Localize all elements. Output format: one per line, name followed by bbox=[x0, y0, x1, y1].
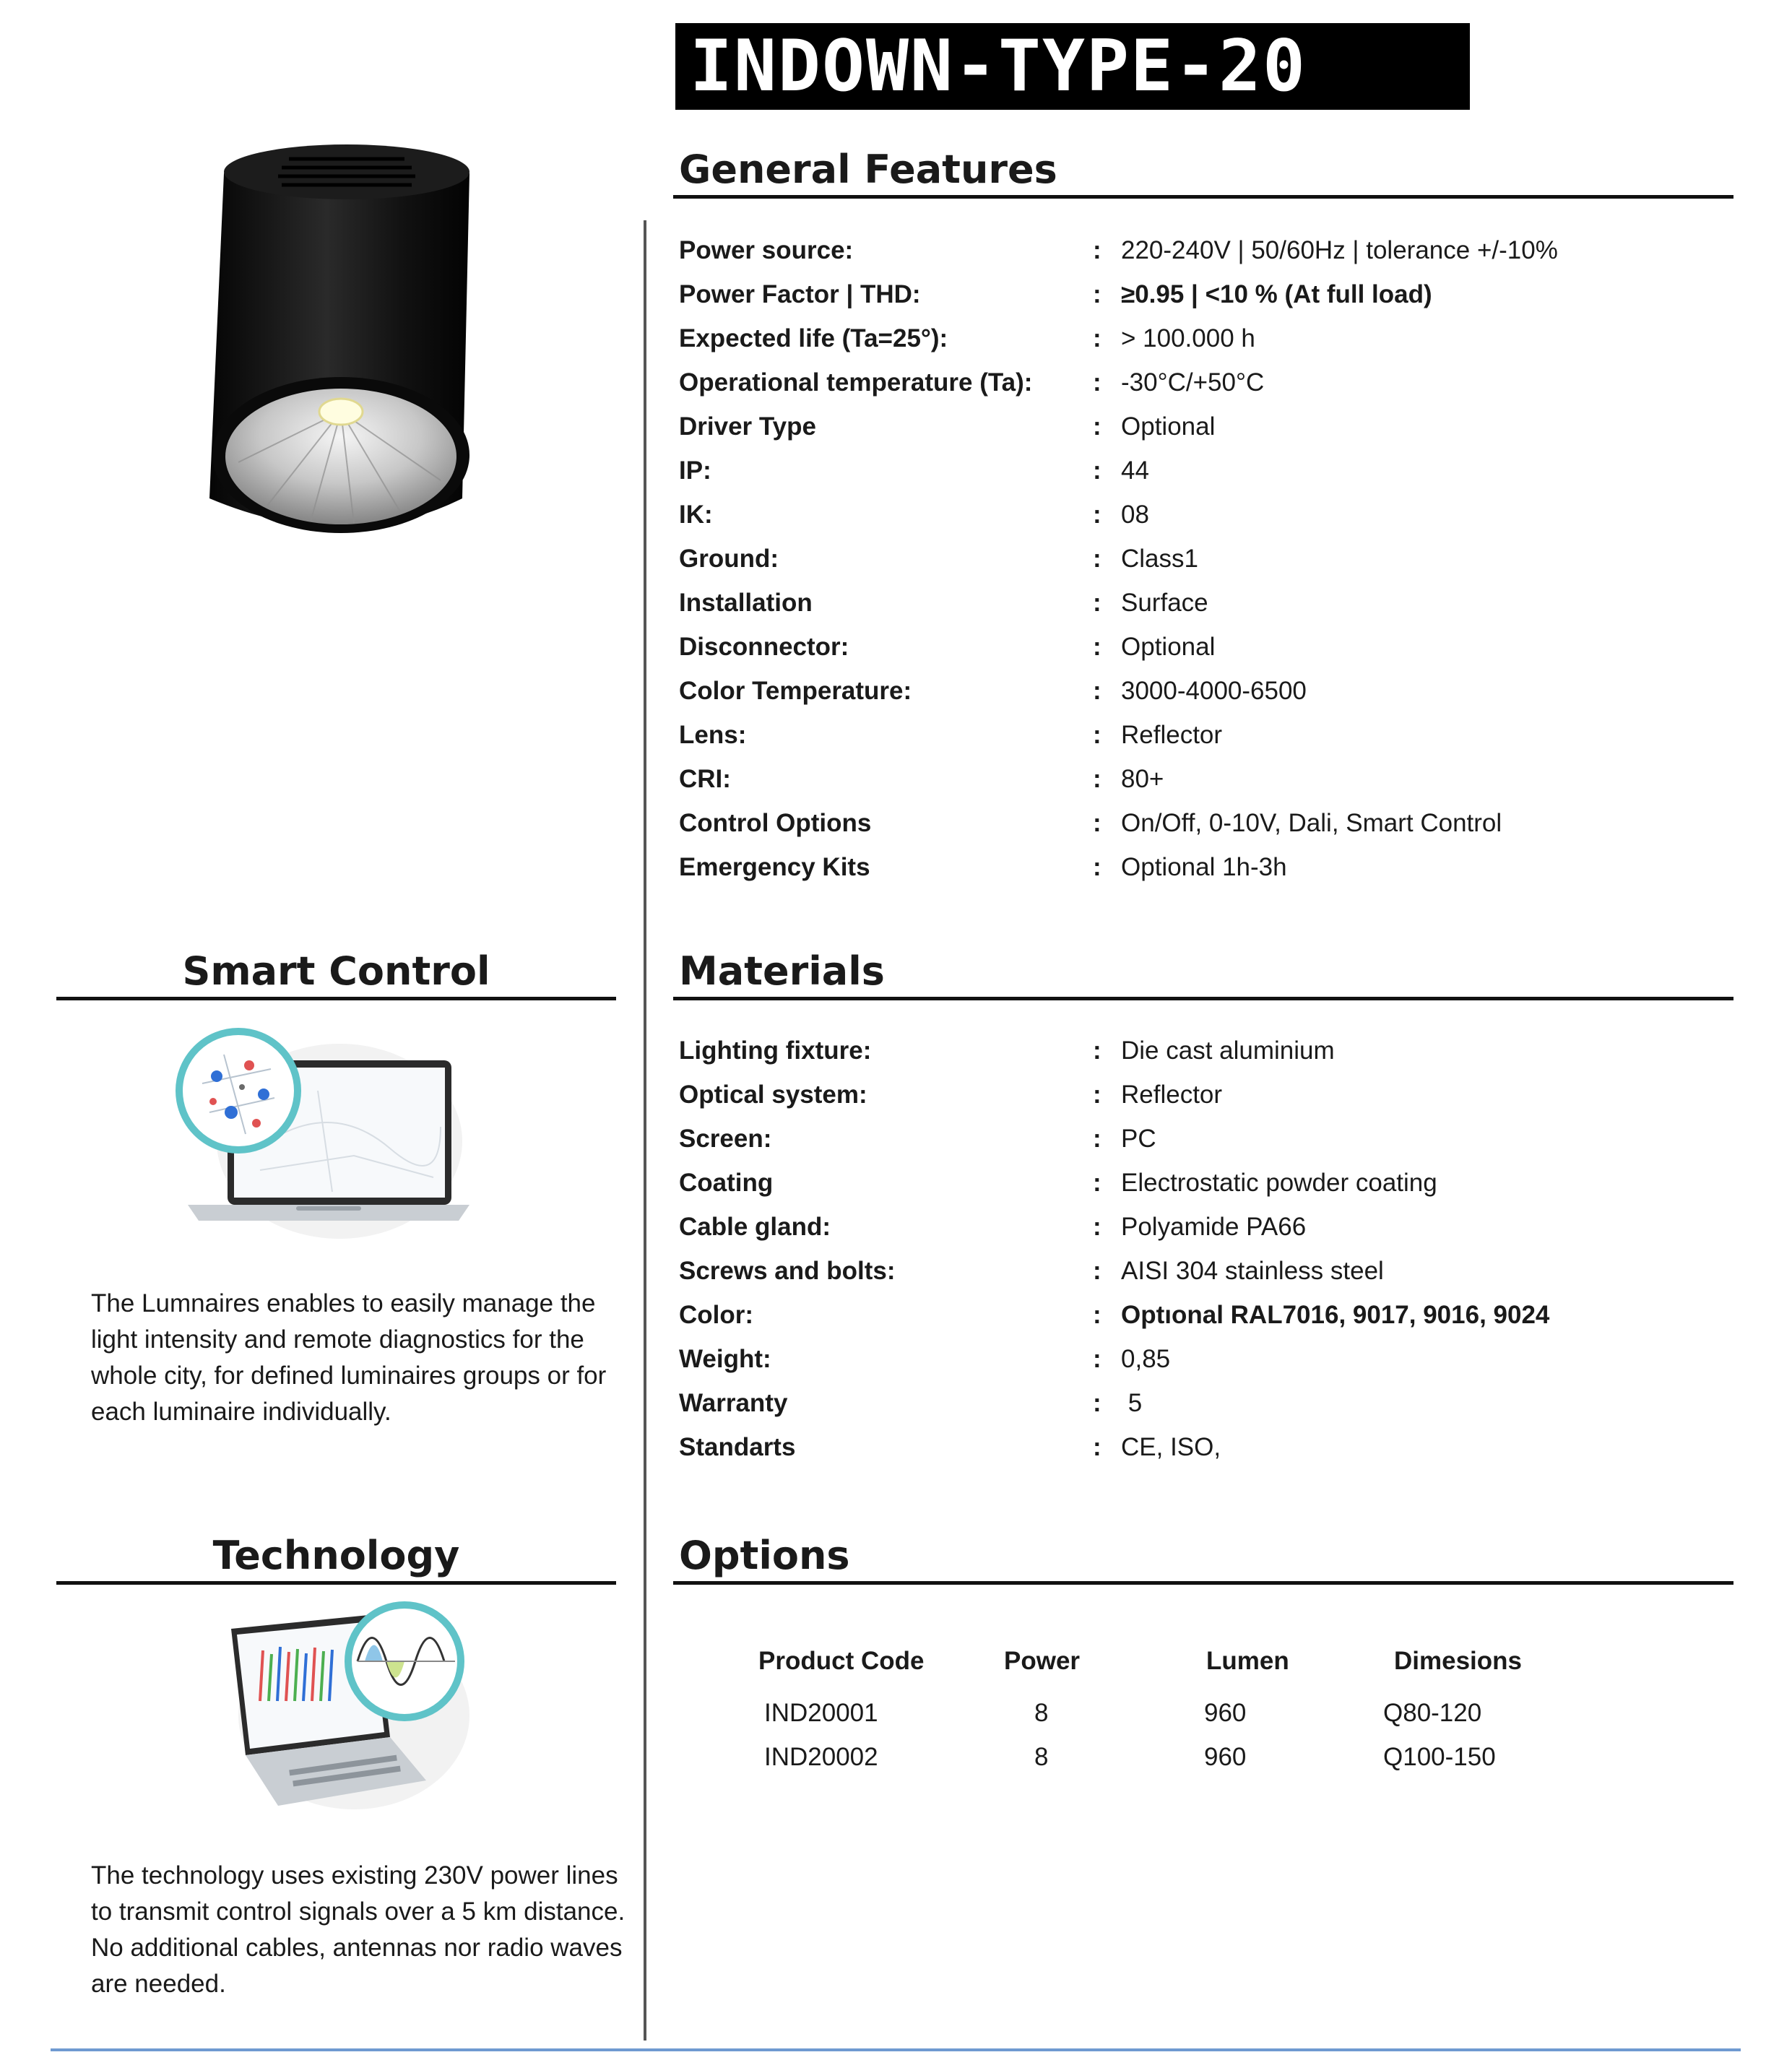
spec-colon: : bbox=[1093, 1389, 1101, 1417]
spec-value: Optional 1h-3h bbox=[1121, 853, 1287, 881]
spec-row-expected-life bbox=[679, 317, 1748, 360]
spec-colon: : bbox=[1093, 765, 1101, 793]
spec-value: > 100.000 h bbox=[1121, 324, 1255, 352]
spec-label: Installation bbox=[679, 589, 813, 617]
spec-row-warranty bbox=[679, 1382, 1748, 1425]
spec-row-operational-temperature bbox=[679, 361, 1748, 404]
spec-row-emergency-kits bbox=[679, 846, 1748, 889]
spec-value: -30°C/+50°C bbox=[1121, 368, 1265, 397]
product-title: INDOWN-TYPE-20 bbox=[690, 25, 1307, 108]
spec-value: Surface bbox=[1121, 589, 1208, 617]
column-header-power: Power bbox=[1004, 1647, 1081, 1675]
spec-colon: : bbox=[1093, 1433, 1101, 1461]
spec-value: 80+ bbox=[1121, 765, 1164, 793]
spec-colon: : bbox=[1093, 368, 1101, 397]
spec-colon: : bbox=[1093, 721, 1101, 749]
table-cell-lumen: 960 bbox=[1204, 1699, 1247, 1727]
spec-row-weight bbox=[679, 1338, 1748, 1381]
spec-label: Emergency Kits bbox=[679, 853, 870, 881]
spec-colon: : bbox=[1093, 545, 1101, 573]
spec-label: CRI: bbox=[679, 765, 731, 793]
smart-control-heading: Smart Control bbox=[182, 948, 490, 994]
spec-value: 220-240V | 50/60Hz | tolerance +/-10% bbox=[1121, 236, 1558, 264]
spec-label: Standarts bbox=[679, 1433, 796, 1461]
spec-value: 0,85 bbox=[1121, 1345, 1171, 1373]
smart-control-laptop-image bbox=[173, 1026, 484, 1242]
smart-control-rule bbox=[56, 997, 616, 1000]
materials-heading: Materials bbox=[679, 948, 885, 994]
smart-control-description: The Lumnaires enables to easily manage the light intensity and remote diagnostics for the whole city, for defined luminaires groups or for each luminaire individually. bbox=[91, 1289, 607, 1426]
table-cell-dimensions: Q100-150 bbox=[1383, 1743, 1496, 1771]
spec-value: AISI 304 stainless steel bbox=[1121, 1257, 1384, 1285]
spec-label: Ground: bbox=[679, 545, 779, 573]
table-cell-power: 8 bbox=[1034, 1743, 1049, 1771]
spec-colon: : bbox=[1093, 501, 1101, 529]
spec-colon: : bbox=[1093, 809, 1101, 837]
spec-row-disconnector bbox=[679, 626, 1748, 669]
spec-colon: : bbox=[1093, 1345, 1101, 1373]
spec-label: Power Factor | THD: bbox=[679, 280, 921, 308]
spec-row-lens bbox=[679, 714, 1748, 757]
spec-colon: : bbox=[1093, 1213, 1101, 1241]
spec-row-installation bbox=[679, 581, 1748, 625]
spec-label: Expected life (Ta=25°): bbox=[679, 324, 948, 352]
spec-label: Control Options bbox=[679, 809, 872, 837]
column-divider bbox=[644, 220, 646, 2040]
spec-label: IK: bbox=[679, 501, 713, 529]
spec-colon: : bbox=[1093, 677, 1101, 705]
spec-colon: : bbox=[1093, 589, 1101, 617]
spec-value: 08 bbox=[1121, 501, 1149, 529]
spec-row-control-options bbox=[679, 802, 1748, 845]
spec-colon: : bbox=[1093, 236, 1101, 264]
spec-label: Screen: bbox=[679, 1125, 772, 1153]
spec-colon: : bbox=[1093, 412, 1101, 441]
spec-row-screen bbox=[679, 1117, 1748, 1161]
general-features-heading: General Features bbox=[679, 147, 1057, 192]
column-header-product-code: Product Code bbox=[758, 1647, 925, 1675]
spec-value: Reflector bbox=[1121, 1081, 1223, 1109]
technology-laptop-image bbox=[209, 1600, 484, 1817]
spec-value: 5 bbox=[1121, 1389, 1143, 1417]
spec-row-cri bbox=[679, 758, 1748, 801]
spec-row-color bbox=[679, 1294, 1748, 1337]
spec-value: Polyamide PA66 bbox=[1121, 1213, 1307, 1241]
spec-colon: : bbox=[1093, 1301, 1101, 1329]
spec-value: 44 bbox=[1121, 456, 1149, 485]
table-cell-dimensions: Q80-120 bbox=[1383, 1699, 1482, 1727]
table-cell-product-code: IND20001 bbox=[764, 1699, 878, 1727]
spec-value: 3000-4000-6500 bbox=[1121, 677, 1307, 705]
spec-label: Lens: bbox=[679, 721, 747, 749]
spec-colon: : bbox=[1093, 1125, 1101, 1153]
spec-row-ip bbox=[679, 449, 1748, 493]
options-rule bbox=[673, 1581, 1733, 1585]
spec-label: Optical system: bbox=[679, 1081, 867, 1109]
spec-colon: : bbox=[1093, 633, 1101, 661]
table-cell-product-code: IND20002 bbox=[764, 1743, 878, 1771]
spec-colon: : bbox=[1093, 1081, 1101, 1109]
options-heading: Options bbox=[679, 1533, 850, 1578]
spec-row-power-source bbox=[679, 229, 1748, 272]
spec-label: Power source: bbox=[679, 236, 854, 264]
spec-label: Screws and bolts: bbox=[679, 1257, 896, 1285]
table-cell-lumen: 960 bbox=[1204, 1743, 1247, 1771]
spec-label: Weight: bbox=[679, 1345, 771, 1373]
spec-label: Operational temperature (Ta): bbox=[679, 368, 1033, 397]
table-cell-power: 8 bbox=[1034, 1699, 1049, 1727]
spec-colon: : bbox=[1093, 456, 1101, 485]
spec-value: Reflector bbox=[1121, 721, 1223, 749]
spec-row-power-factor bbox=[679, 273, 1748, 316]
general-features-rule bbox=[673, 195, 1733, 199]
spec-value: Optional bbox=[1121, 412, 1216, 441]
footer-rule bbox=[51, 2048, 1741, 2051]
spec-row-lighting-fixture bbox=[679, 1029, 1748, 1073]
spec-label: Warranty bbox=[679, 1389, 788, 1417]
spec-label: Driver Type bbox=[679, 412, 816, 441]
spec-value: PC bbox=[1121, 1125, 1156, 1153]
spec-value: Optıonal RAL7016, 9017, 9016, 9024 bbox=[1121, 1301, 1550, 1329]
spec-label: Coating bbox=[679, 1169, 774, 1197]
spec-value: Optional bbox=[1121, 633, 1216, 661]
technology-heading: Technology bbox=[212, 1533, 460, 1578]
spec-row-ground bbox=[679, 537, 1748, 581]
spec-colon: : bbox=[1093, 324, 1101, 352]
spec-label: Color: bbox=[679, 1301, 754, 1329]
spec-value: Electrostatic powder coating bbox=[1121, 1169, 1437, 1197]
spec-row-standarts bbox=[679, 1426, 1748, 1469]
spec-value: On/Off, 0-10V, Dali, Smart Control bbox=[1121, 809, 1502, 837]
spec-colon: : bbox=[1093, 1037, 1101, 1065]
spec-label: IP: bbox=[679, 456, 711, 485]
downlight-product-image bbox=[195, 123, 498, 571]
technology-rule bbox=[56, 1581, 616, 1585]
spec-row-optical-system bbox=[679, 1073, 1748, 1117]
spec-colon: : bbox=[1093, 1257, 1101, 1285]
spec-value: Die cast aluminium bbox=[1121, 1037, 1335, 1065]
spec-value: ≥0.95 | <10 % (At full load) bbox=[1121, 280, 1432, 308]
spec-colon: : bbox=[1093, 1169, 1101, 1197]
materials-rule bbox=[673, 997, 1733, 1000]
technology-description: The technology uses existing 230V power lines to transmit control signals over a 5 km distance. No additional cables, antennas nor radio waves are needed. bbox=[91, 1861, 626, 1998]
column-header-lumen: Lumen bbox=[1206, 1647, 1289, 1675]
column-header-dimensions: Dimesions bbox=[1394, 1647, 1522, 1675]
spec-label: Disconnector: bbox=[679, 633, 849, 661]
spec-colon: : bbox=[1093, 280, 1101, 308]
spec-value: CE, ISO, bbox=[1121, 1433, 1221, 1461]
spec-row-ik bbox=[679, 493, 1748, 537]
spec-colon: : bbox=[1093, 853, 1101, 881]
spec-label: Cable gland: bbox=[679, 1213, 831, 1241]
spec-row-cable-gland bbox=[679, 1206, 1748, 1249]
spec-label: Lighting fixture: bbox=[679, 1037, 872, 1065]
spec-row-screws-and-bolts bbox=[679, 1250, 1748, 1293]
spec-row-driver-type bbox=[679, 405, 1748, 449]
title-bar bbox=[675, 23, 1470, 110]
spec-label: Color Temperature: bbox=[679, 677, 912, 705]
spec-row-coating bbox=[679, 1161, 1748, 1205]
spec-row-color-temperature bbox=[679, 670, 1748, 713]
spec-value: Class1 bbox=[1121, 545, 1198, 573]
